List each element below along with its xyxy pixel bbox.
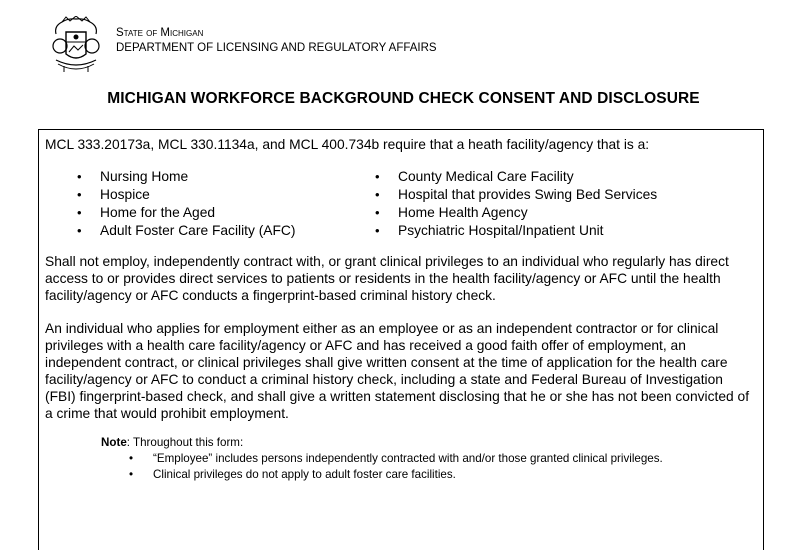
agency-block (116, 26, 437, 56)
list-item: • Home for the Aged (77, 204, 375, 222)
list-item: • Clinical privileges do not apply to adult foster care facilities. (129, 467, 757, 483)
list-item: • Hospice (77, 186, 375, 204)
prohibition-paragraph: Shall not employ, independently contract with, or grant clinical privileges to an individual who regularly has direct access to or provides direct services to patients or residents in the health facility/agency or AFC until the health facility/agency or AFC conducts a fingerprint-based criminal history check. (45, 254, 729, 303)
facility-list (45, 168, 757, 240)
document-header (50, 16, 750, 76)
list-item: • Nursing Home (77, 168, 375, 186)
department-name: DEPARTMENT OF LICENSING AND REGULATORY AFFAIRS (116, 42, 437, 54)
facility-list-left (45, 168, 375, 240)
facility-list-right (375, 168, 657, 240)
list-item: • Psychiatric Hospital/Inpatient Unit (375, 222, 657, 240)
list-item: • Hospital that provides Swing Bed Services (375, 186, 657, 204)
state-name: State of Michigan (116, 27, 204, 39)
document-body (45, 136, 757, 483)
consent-paragraph: An individual who applies for employment either as an employee or as an independent contractor or for clinical privileges with a health care facility/agency or AFC and has received a good faith offer of employment, an independent contract, or clinical privileges shall give written consent at the time of application for the health care facility/agency or AFC to conduct a criminal history check, including a state and Federal Bureau of Investigation (FBI) fingerprint-based check, and shall give a written statement disclosing that he or she has not been convicted of a crime that would prohibit employment. (45, 321, 750, 421)
list-item: • “Employee” includes persons independently contracted with and/or those granted clinical privileges. (129, 451, 757, 467)
list-item: • County Medical Care Facility (375, 168, 657, 186)
note-list (101, 451, 757, 483)
note-heading (101, 435, 757, 451)
list-item: • Adult Foster Care Facility (AFC) (77, 222, 375, 240)
intro-text: MCL 333.20173a, MCL 330.1134a, and MCL 400.734b require that a heath facility/agency that is a: (45, 137, 650, 152)
note-label: Note (101, 436, 127, 449)
list-item: • Home Health Agency (375, 204, 657, 222)
document-title: MICHIGAN WORKFORCE BACKGROUND CHECK CONSENT AND DISCLOSURE (107, 90, 700, 107)
note-block (45, 435, 757, 483)
michigan-seal-icon (50, 16, 102, 74)
note-text: : Throughout this form: (126, 436, 244, 449)
